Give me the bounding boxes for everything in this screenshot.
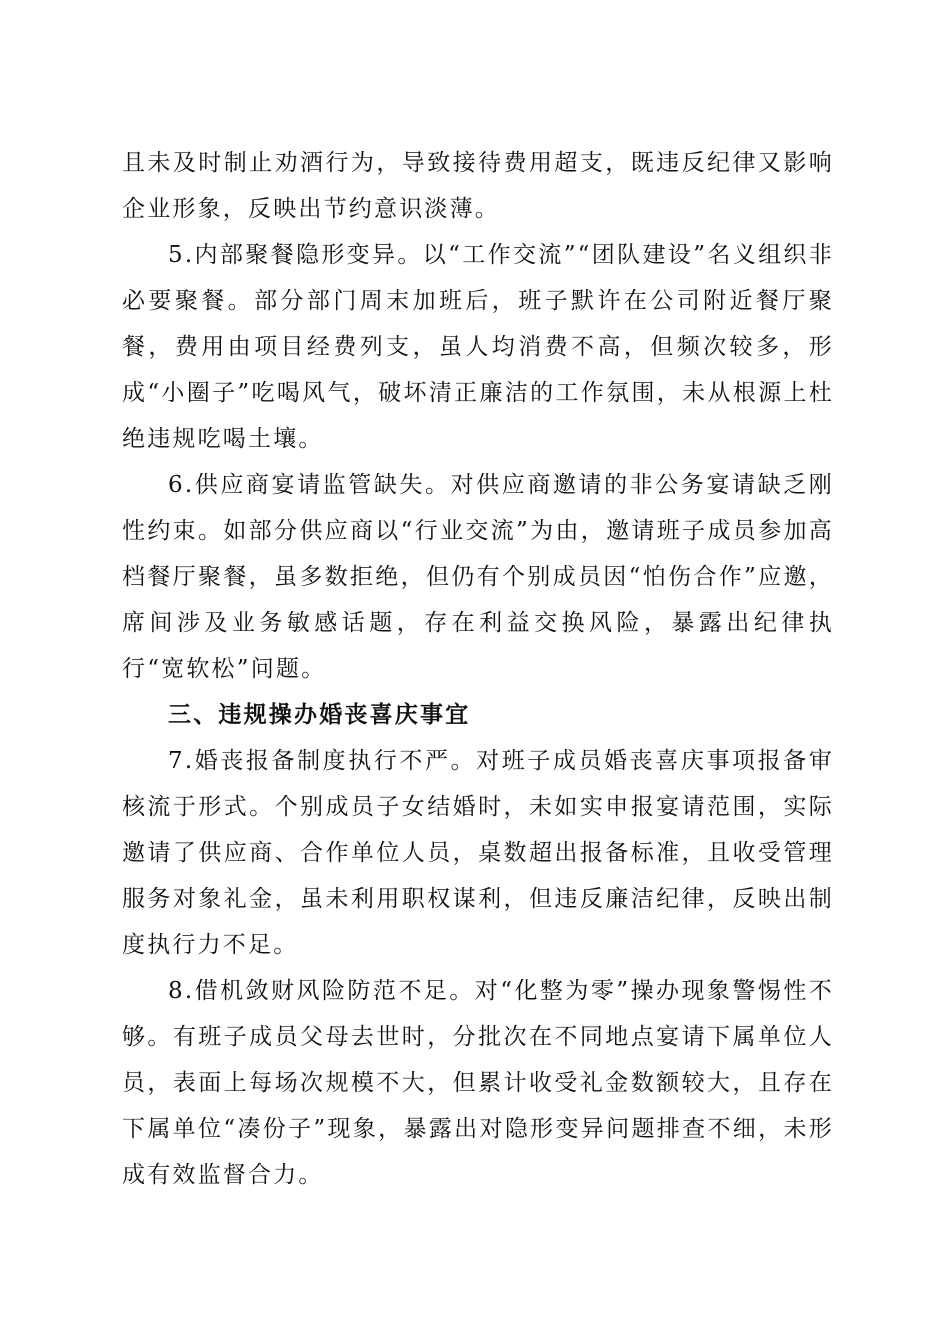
- paragraph-item-8: 8.借机敛财风险防范不足。对“化整为零”操办现象警惕性不够。有班子成员父母去世时，分批次在不同地点宴请下属单位人员，表面上每场次规模不大，但累计收受礼金数额较大，且存在下属单位“凑份子”现象，暴露出对隐形变异问题排查不细，未形成有效监督合力。: [122, 978, 834, 1188]
- paragraph-item-5: 5.内部聚餐隐形变异。以“工作交流”“团队建设”名义组织非必要聚餐。部分部门周末加班后，班子默许在公司附近餐厅聚餐，费用由项目经费列支，虽人均消费不高，但频次较多，形成“小圈子”吃喝风气，破坏清正廉洁的工作氛围，未从根源上杜绝违规吃喝土壤。: [122, 242, 834, 452]
- document-body: [122, 140, 834, 1198]
- paragraph-continued: 且未及时制止劝酒行为，导致接待费用超支，既违反纪律又影响企业形象，反映出节约意识淡薄。: [122, 150, 834, 222]
- paragraph-item-7: 7.婚丧报备制度执行不严。对班子成员婚丧喜庆事项报备审核流于形式。个别成员子女结婚时，未如实申报宴请范围，实际邀请了供应商、合作单位人员，桌数超出报备标准，且收受管理服务对象礼金，虽未利用职权谋利，但违反廉洁纪律，反映出制度执行力不足。: [122, 748, 834, 958]
- paragraph-item-6: 6.供应商宴请监管缺失。对供应商邀请的非公务宴请缺乏刚性约束。如部分供应商以“行业交流”为由，邀请班子成员参加高档餐厅聚餐，虽多数拒绝，但仍有个别成员因“怕伤合作”应邀，席间涉及业务敏感话题，存在利益交换风险，暴露出纪律执行“宽软松”问题。: [122, 472, 834, 682]
- section-heading-3: 三、违规操办婚丧喜庆事宜: [168, 702, 471, 728]
